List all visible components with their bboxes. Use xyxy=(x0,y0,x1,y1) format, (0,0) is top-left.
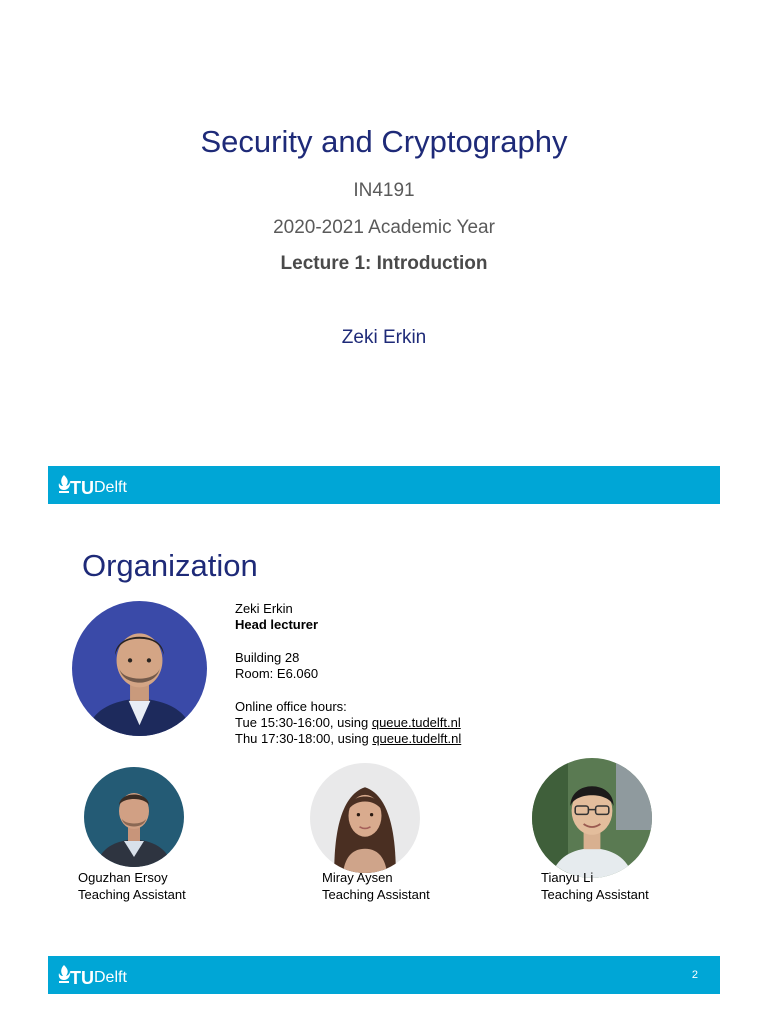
tudelft-logo xyxy=(57,472,127,498)
course-code: IN4191 xyxy=(353,180,415,201)
ta-role: Teaching Assistant xyxy=(541,886,649,902)
office-hours-text: Tue 15:30-16:00, using xyxy=(235,715,372,731)
office-hours-label: Online office hours: xyxy=(235,698,347,714)
ta-name: Oguzhan Ersoy xyxy=(78,870,168,885)
lecturer-role: Head lecturer xyxy=(235,617,319,633)
footer-bar xyxy=(48,466,720,504)
head-lecturer-info xyxy=(235,601,461,748)
ta-photo xyxy=(84,767,184,867)
office-hours-tuesday xyxy=(235,715,461,731)
footer-bar xyxy=(48,956,720,994)
head-lecturer-photo xyxy=(72,601,207,736)
ta-name: Tianyu Li xyxy=(541,870,594,885)
office-hours-text: Thu 17:30-18:00, using xyxy=(235,731,373,747)
flame-icon xyxy=(57,964,71,988)
slide-title: Organization xyxy=(82,548,258,583)
teaching-assistant xyxy=(322,870,430,903)
logo-delft-text: Delft xyxy=(94,969,127,986)
ta-role: Teaching Assistant xyxy=(322,886,430,902)
lecture-title: Lecture 1: Introduction xyxy=(280,253,488,274)
office-hours-thursday xyxy=(235,731,461,747)
teaching-assistant xyxy=(78,870,186,903)
ta-photo xyxy=(310,763,420,873)
organization-slide xyxy=(48,504,720,994)
lecturer-building: Building 28 xyxy=(235,649,300,665)
queue-link[interactable]: queue.tudelft.nl xyxy=(372,731,462,747)
tudelft-logo xyxy=(57,962,127,988)
lecturer-room: Room: E6.060 xyxy=(235,666,319,682)
queue-link[interactable]: queue.tudelft.nl xyxy=(371,715,461,731)
teaching-assistant xyxy=(541,870,649,903)
title-slide xyxy=(48,0,720,504)
lecturer-name: Zeki Erkin xyxy=(235,601,293,616)
presentation-title: Security and Cryptography xyxy=(200,124,568,159)
logo-tu-text: TU xyxy=(70,968,94,988)
logo-tu-text: TU xyxy=(70,478,94,498)
page-number: 2 xyxy=(691,969,698,981)
ta-name: Miray Aysen xyxy=(322,870,393,885)
flame-icon xyxy=(57,474,71,498)
ta-role: Teaching Assistant xyxy=(78,886,186,902)
academic-year: 2020-2021 Academic Year xyxy=(273,217,495,238)
logo-delft-text: Delft xyxy=(94,479,127,496)
author-name: Zeki Erkin xyxy=(341,327,427,348)
ta-photo xyxy=(532,758,652,878)
